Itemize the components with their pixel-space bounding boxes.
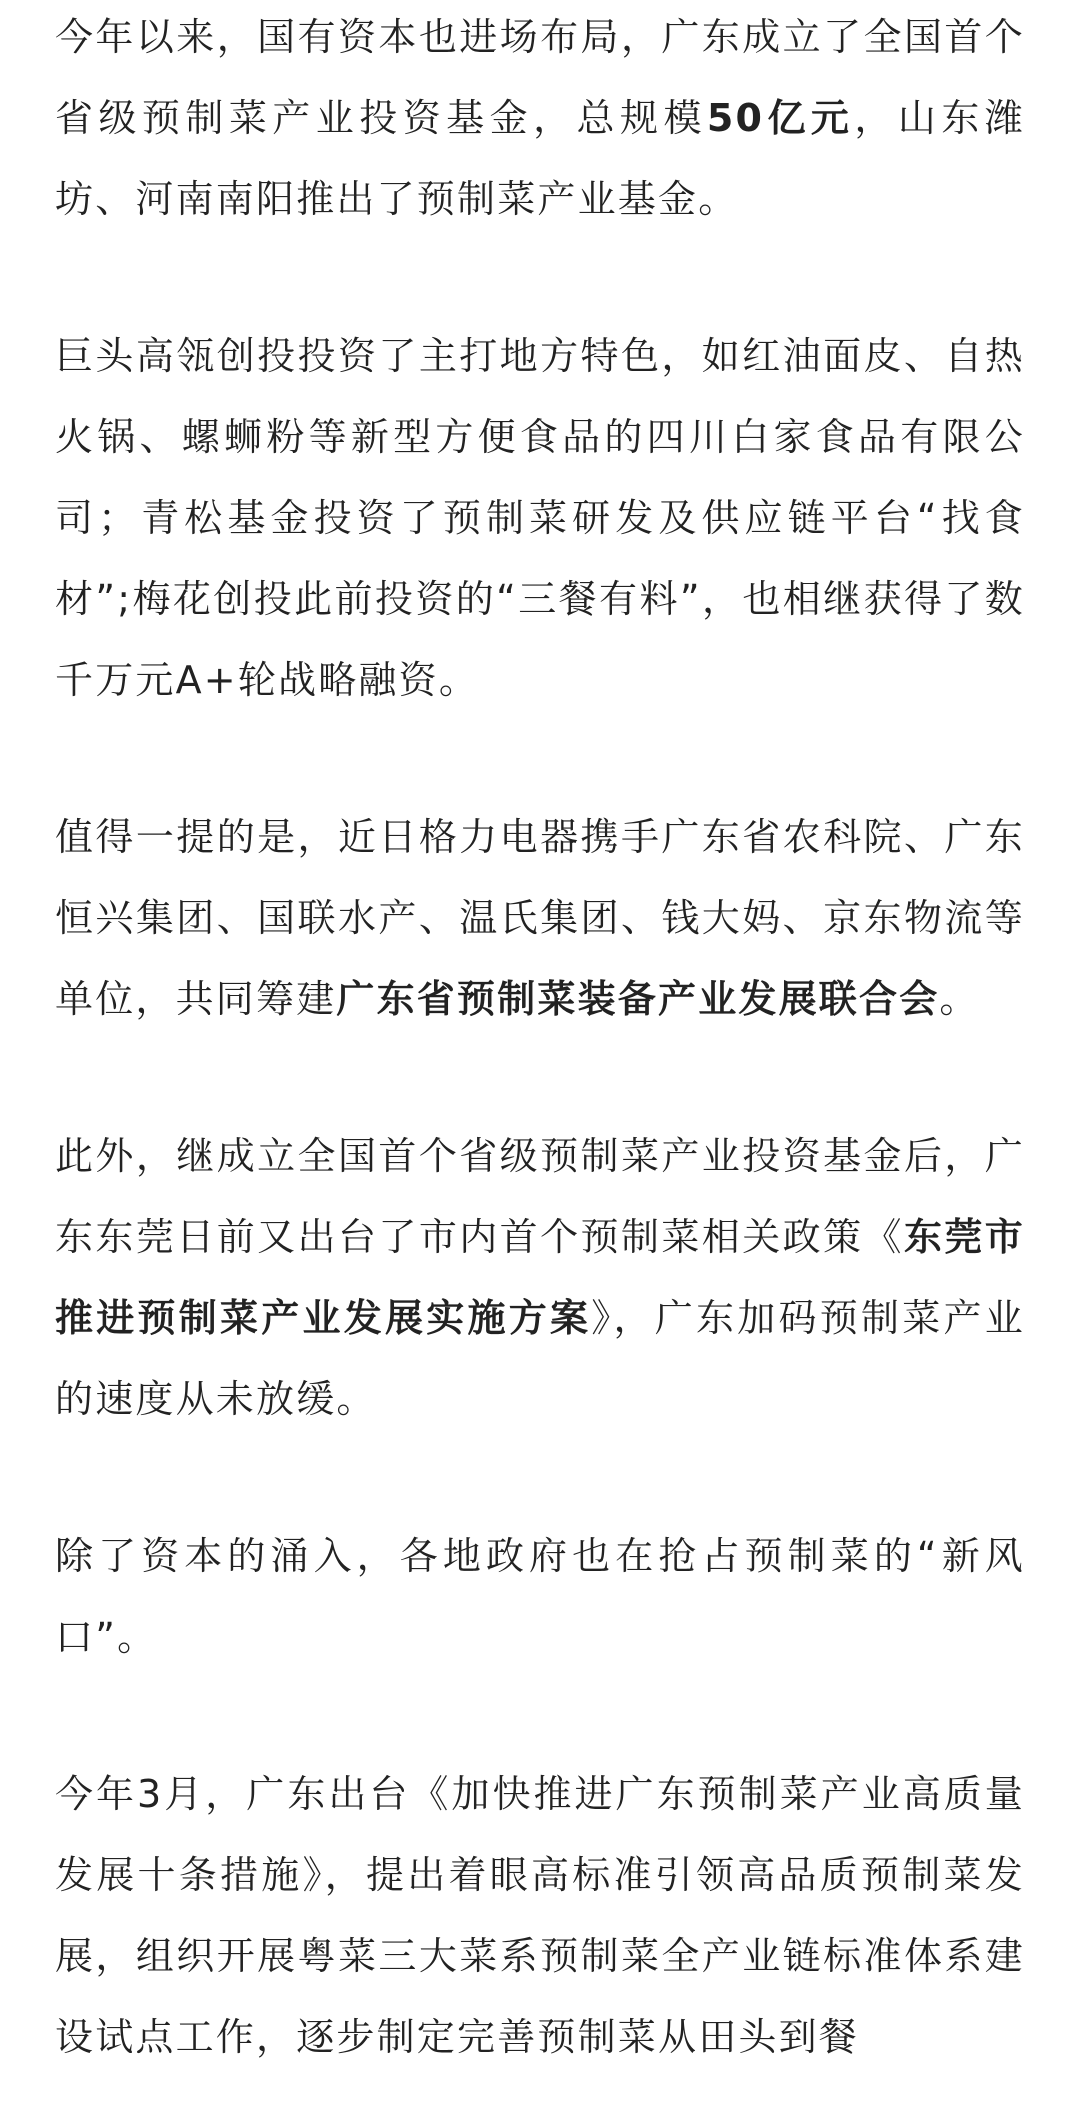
text-segment: ，山东潍坊、河南南阳推出了预制菜产业基金。 [55, 96, 1025, 221]
text-segment: 除了资本的涌入，各地政府也在抢占预制菜的“新风口”。 [55, 1534, 1025, 1659]
paragraph-investors [55, 316, 1025, 721]
paragraph-dongguan-policy [55, 1116, 1025, 1440]
text-segment-bold: 广东省预制菜装备产业发展联合会 [336, 977, 940, 1021]
text-segment: 》，广东加码预制菜产业的速度从未放缓。 [55, 1296, 1025, 1421]
paragraph-state-capital [55, 0, 1025, 240]
text-segment: 此外，继成立全国首个省级预制菜产业投资基金后，广东东莞日前又出台了市内首个预制菜相关政策《 [55, 1134, 1025, 1259]
text-segment-bold: 东莞市推进预制菜产业发展实施方案 [55, 1215, 1026, 1340]
paragraph-government [55, 1516, 1025, 1678]
text-segment: 巨头高瓴创投投资了主打地方特色，如红油面皮、自热火锅、螺蛳粉等新型方便食品的四川白家食品有限公司；青松基金投资了预制菜研发及供应链平台“找食材”;梅花创投此前投资的“三餐有料”，也相继获得了数千万元A+轮战略融资。 [55, 334, 1025, 702]
text-segment: 今年以来，国有资本也进场布局，广东成立了全国首个省级预制菜产业投资基金，总规模 [55, 15, 1025, 140]
paragraph-guangdong-measures [55, 1754, 1025, 2078]
paragraph-gree-alliance [55, 797, 1025, 1040]
text-segment: 。 [939, 977, 980, 1021]
text-segment: 今年3月，广东出台《加快推进广东预制菜产业高质量发展十条措施》，提出着眼高标准引领高品质预制菜发展，组织开展粤菜三大菜系预制菜全产业链标准体系建设试点工作，逐步制定完善预制菜从田头到餐 [55, 1772, 1025, 2059]
text-segment: 值得一提的是，近日格力电器携手广东省农科院、广东恒兴集团、国联水产、温氏集团、钱大妈、京东物流等单位，共同筹建 [55, 815, 1025, 1021]
text-segment-bold: 50亿元 [706, 96, 855, 140]
